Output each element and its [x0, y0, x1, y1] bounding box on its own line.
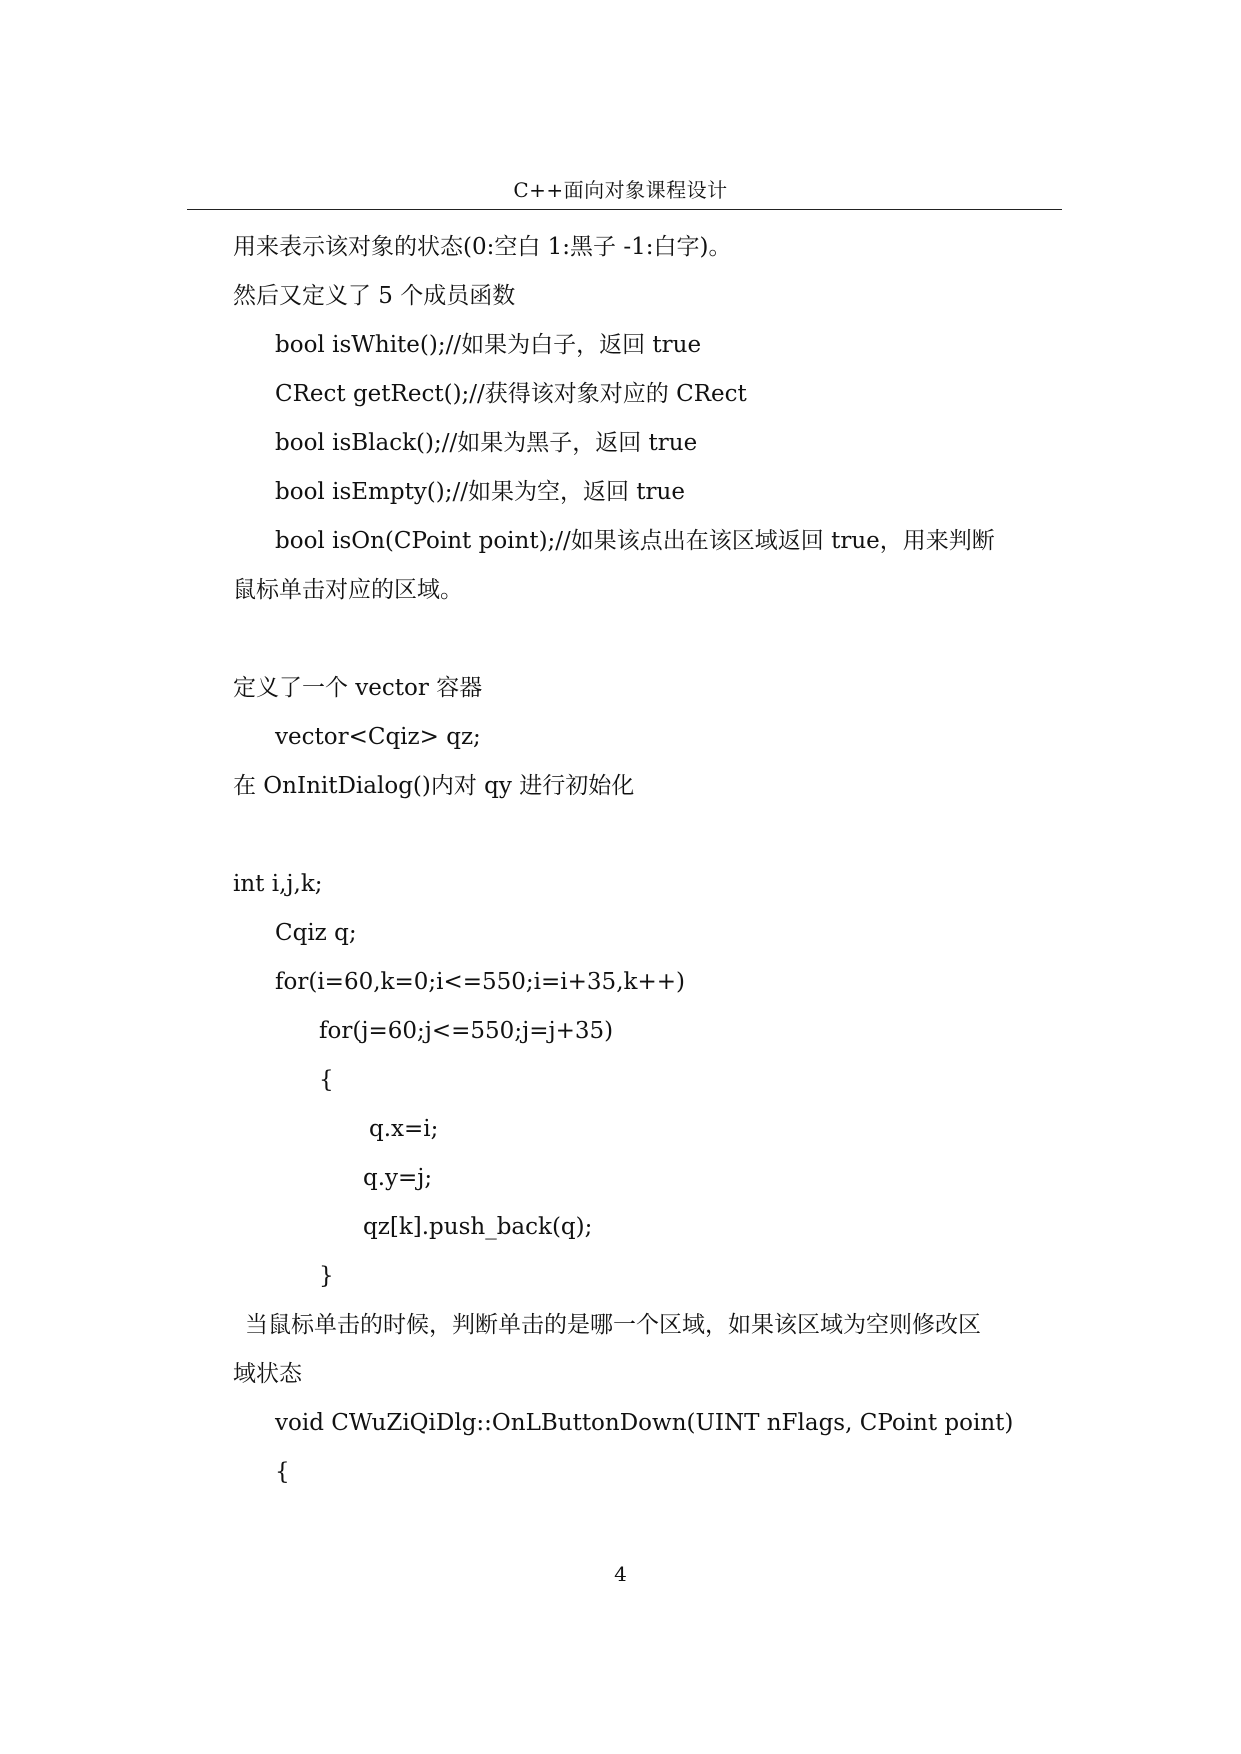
code-line: bool isWhite();//如果为白子，返回 true	[275, 332, 702, 358]
code-line: CRect getRect();//获得该对象对应的 CRect	[275, 381, 747, 407]
body-text-line: 当鼠标单击的时候，判断单击的是哪一个区域，如果该区域为空则修改区	[245, 1312, 981, 1338]
code-line: vector<Cqiz> qz;	[275, 724, 481, 750]
body-text-line: 域状态	[233, 1361, 302, 1387]
body-text-line: 鼠标单击对应的区域。	[233, 577, 463, 603]
code-line: bool isEmpty();//如果为空，返回 true	[275, 479, 685, 505]
header-rule	[187, 209, 1062, 210]
page-number: 4	[614, 1562, 627, 1586]
code-line: qz[k].push_back(q);	[363, 1214, 593, 1240]
body-text-line: 定义了一个 vector 容器	[233, 675, 483, 701]
header-title: C++面向对象课程设计	[513, 178, 728, 202]
code-line: void CWuZiQiDlg::OnLButtonDown(UINT nFlags, CPoint point)	[275, 1410, 1014, 1436]
code-line: q.x=i;	[369, 1116, 439, 1142]
body-text-line: 用来表示该对象的状态(0:空白 1:黑子 -1:白字)。	[233, 234, 732, 260]
code-line: for(i=60,k=0;i<=550;i=i+35,k++)	[275, 969, 685, 995]
code-line: bool isOn(CPoint point);//如果该点出在该区域返回 true，用来判断	[275, 528, 995, 554]
code-line: {	[275, 1459, 290, 1485]
body-text-line: 在 OnInitDialog()内对 qy 进行初始化	[233, 773, 635, 799]
code-line: q.y=j;	[363, 1165, 433, 1191]
code-line: bool isBlack();//如果为黑子，返回 true	[275, 430, 698, 456]
code-line: int i,j,k;	[233, 871, 323, 897]
body-text-line: 然后又定义了 5 个成员函数	[233, 283, 516, 309]
code-line: for(j=60;j<=550;j=j+35)	[319, 1018, 614, 1044]
code-line: Cqiz q;	[275, 920, 357, 946]
code-line: {	[319, 1067, 334, 1093]
code-line: }	[319, 1263, 334, 1289]
